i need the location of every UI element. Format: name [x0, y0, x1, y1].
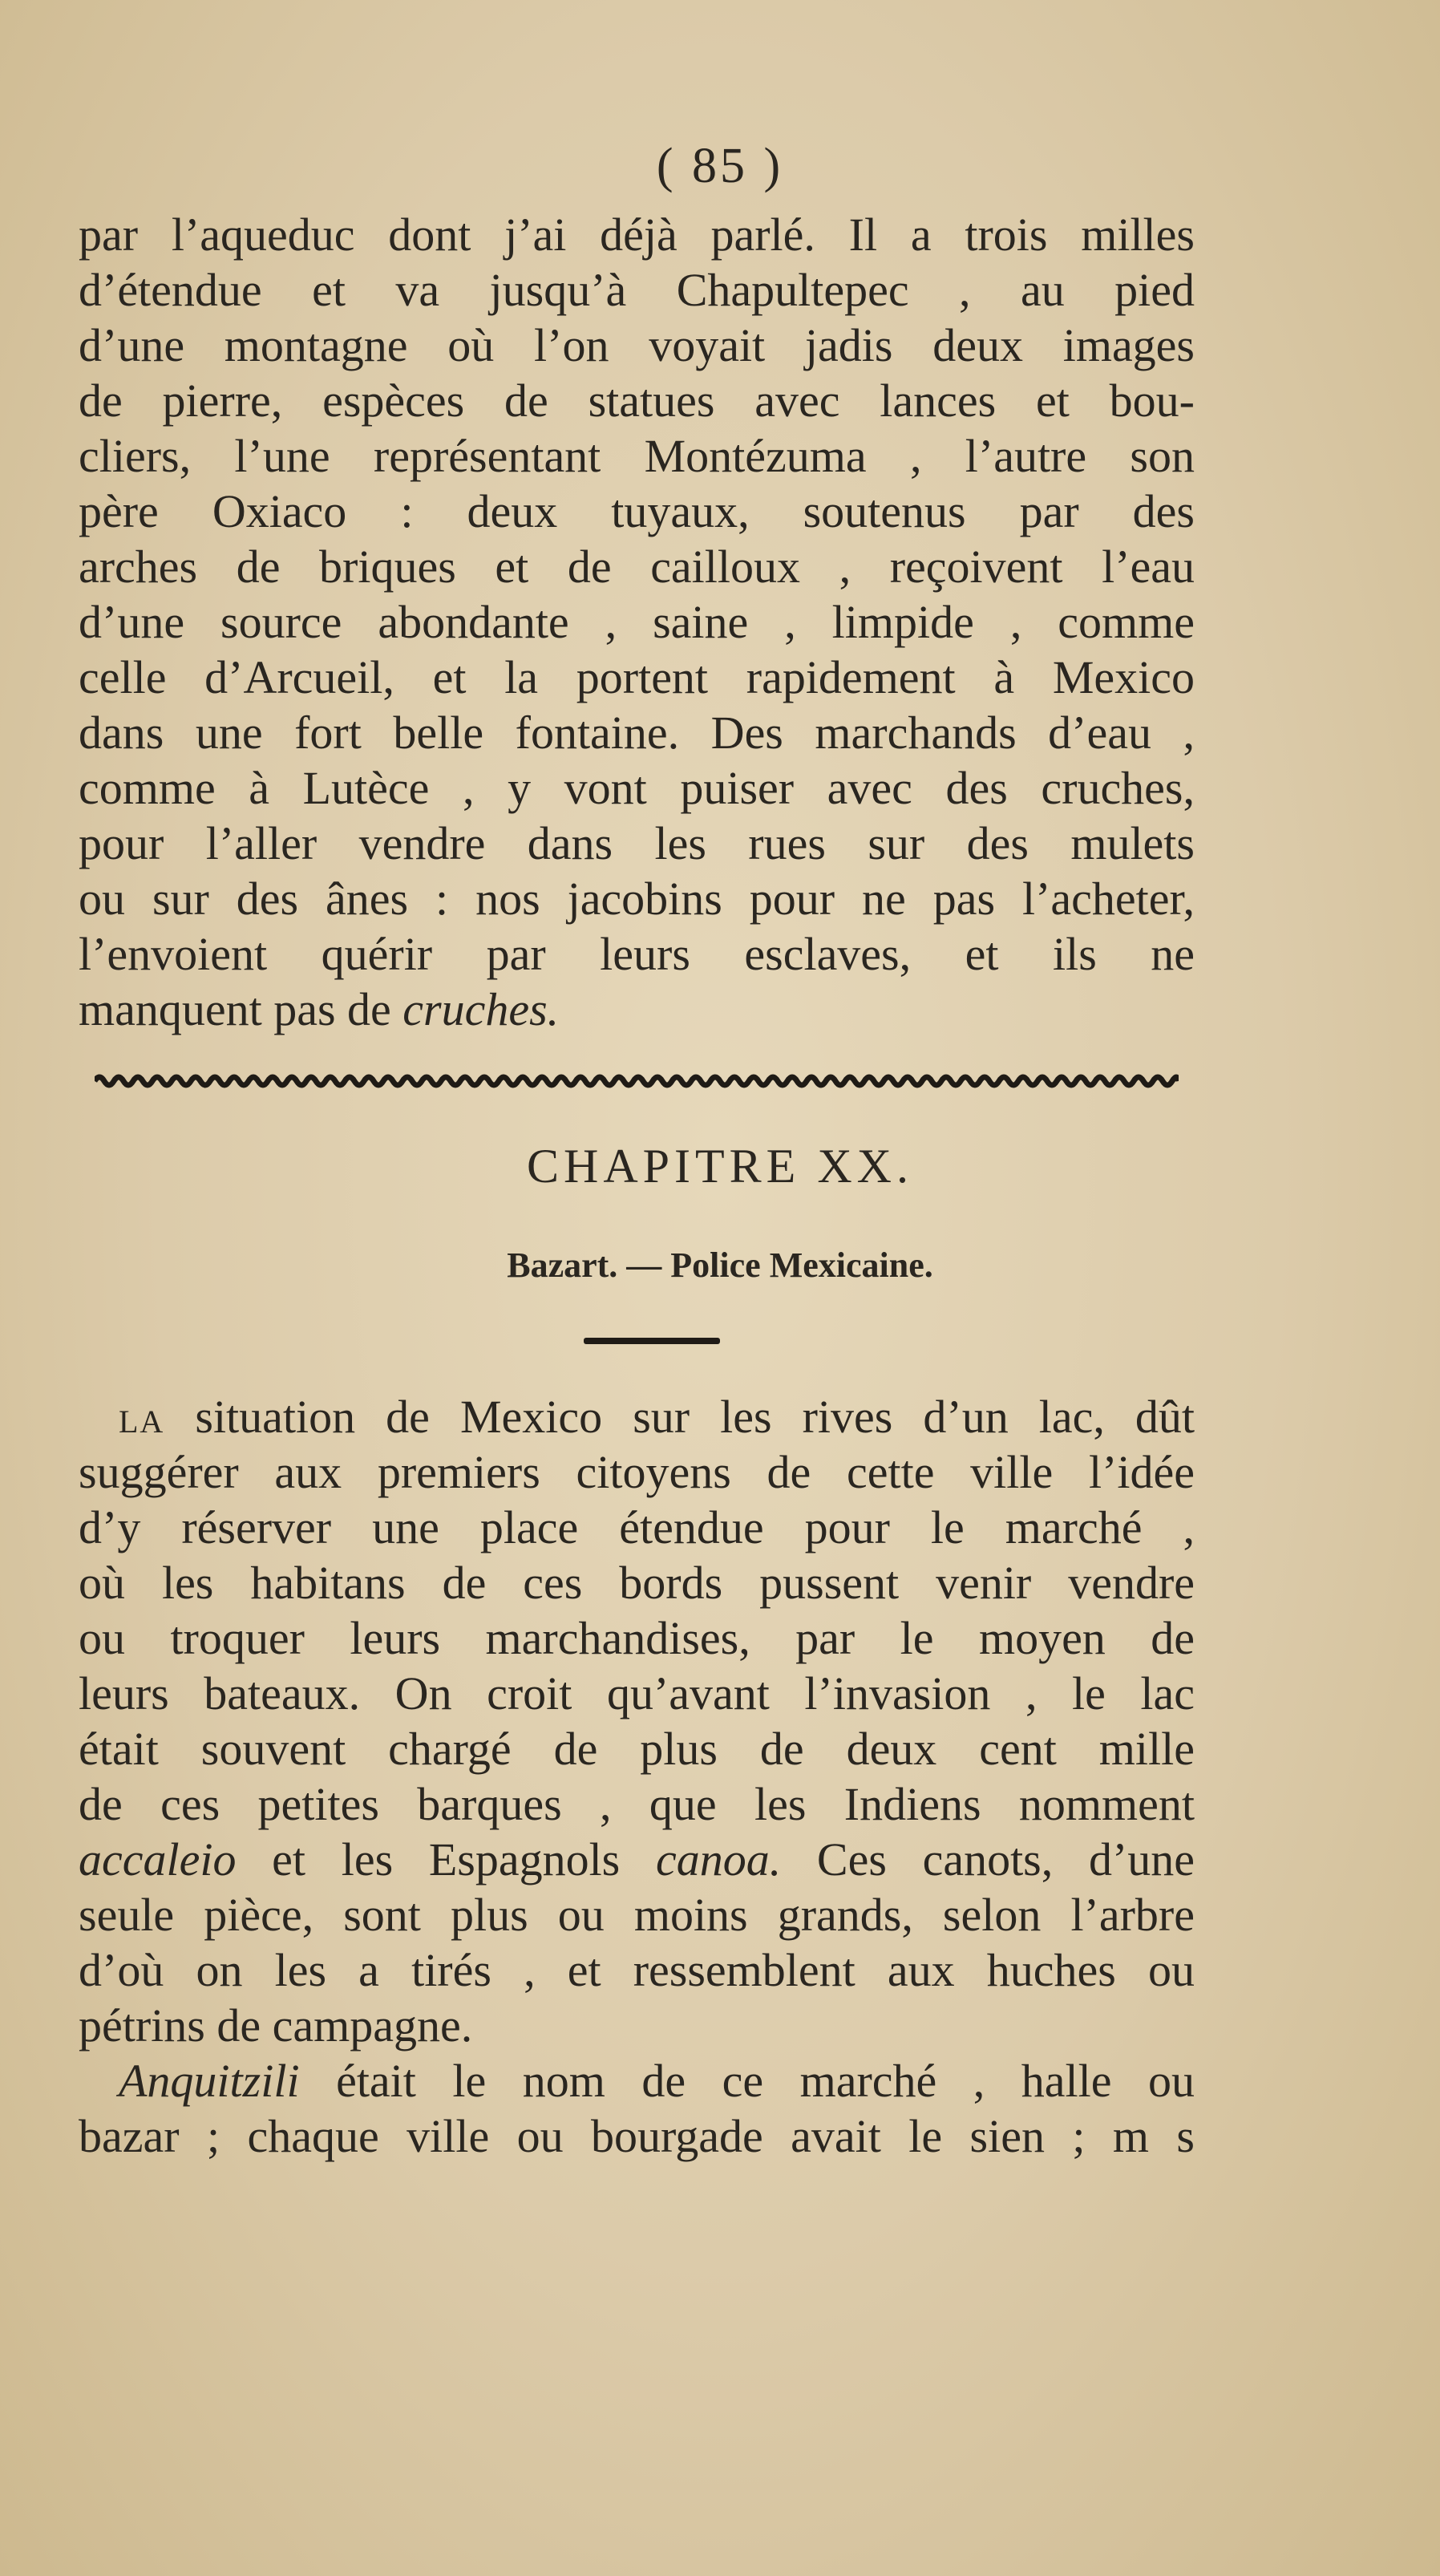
ornamental-divider — [95, 1070, 1179, 1092]
text-line-last: pétrins de campagne. — [79, 1999, 473, 2051]
text-line-first — [79, 1389, 1195, 1444]
bottom-paragraph — [79, 1389, 1195, 2164]
text-line: leurs bateaux. On croit qu’avant l’invasion , le lac — [79, 1667, 1195, 1719]
text-line: arches de briques et de cailloux , reçoivent l’eau — [79, 541, 1195, 593]
text-line: de pierre, espèces de statues avec lances et bou- — [79, 375, 1195, 427]
text-fragment: Ces canots, d’une — [781, 1833, 1195, 1885]
text-line: d’où on les a tirés , et ressemblent aux huches ou — [79, 1944, 1195, 1996]
short-rule — [584, 1338, 720, 1344]
text-fragment: était le nom de ce marché , halle ou — [299, 2055, 1195, 2107]
text-line: bazar ; chaque ville ou bourgade avait le sien ; m s — [79, 2110, 1195, 2162]
text-line-last — [79, 982, 1195, 1037]
text-line: l’envoient quérir par leurs esclaves, et ils ne — [79, 928, 1195, 980]
text-fragment: et les Espagnols — [236, 1833, 656, 1885]
text-line: cliers, l’une représentant Montézuma , l’autre son — [79, 430, 1195, 482]
text-line: ou sur des ânes : nos jacobins pour ne pas l’acheter, — [79, 873, 1195, 925]
chapter-subtitle: Bazart. — Police Mexicaine. — [507, 1245, 933, 1285]
text-line-italic — [79, 1832, 1195, 1887]
italic-word: accaleio — [79, 1833, 237, 1885]
text-line: d’y réserver une place étendue pour le marché , — [79, 1501, 1195, 1553]
text-line: père Oxiaco : deux tuyaux, soutenus par des — [79, 485, 1195, 537]
text-line: suggérer aux premiers citoyens de cette ville l’idée — [79, 1446, 1195, 1498]
text-line: était souvent chargé de plus de deux cent mille — [79, 1723, 1195, 1775]
text-line: ou troquer leurs marchandises, par le moyen de — [79, 1612, 1195, 1664]
top-paragraph — [79, 207, 1195, 1037]
text-line: comme à Lutèce , y vont puiser avec des cruches, — [79, 762, 1195, 814]
text-line-first — [79, 2053, 1195, 2108]
chapter-title: CHAPITRE XX. — [526, 1140, 913, 1193]
text-line: seule pièce, sont plus ou moins grands, selon l’arbre — [79, 1889, 1195, 1941]
text-line: d’une montagne où l’on voyait jadis deux images — [79, 319, 1195, 371]
text-line: où les habitans de ces bords pussent venir vendre — [79, 1557, 1195, 1609]
text-fragment: manquent pas de — [79, 983, 403, 1035]
text-line: de ces petites barques , que les Indiens nomment — [79, 1778, 1195, 1830]
text-line: par l’aqueduc dont j’ai déjà parlé. Il a trois milles — [79, 209, 1195, 261]
italic-word: canoa. — [655, 1833, 782, 1885]
text-line: celle d’Arcueil, et la portent rapidement à Mexico — [79, 651, 1195, 703]
page-number: ( 85 ) — [656, 139, 784, 193]
italic-word: cruches. — [402, 983, 560, 1035]
text-line: dans une fort belle fontaine. Des marchands d’eau , — [79, 707, 1195, 759]
italic-word: Anquitzili — [119, 2055, 300, 2107]
text-line: pour l’aller vendre dans les rues sur des mulets — [79, 817, 1195, 869]
text-fragment: situation de Mexico sur les rives d’un lac, dût — [164, 1391, 1195, 1443]
text-line: d’une source abondante , saine , limpide , comme — [79, 596, 1195, 648]
dropcap-word: LA — [119, 1403, 165, 1440]
text-line: d’étendue et va jusqu’à Chapultepec , au pied — [79, 264, 1195, 316]
